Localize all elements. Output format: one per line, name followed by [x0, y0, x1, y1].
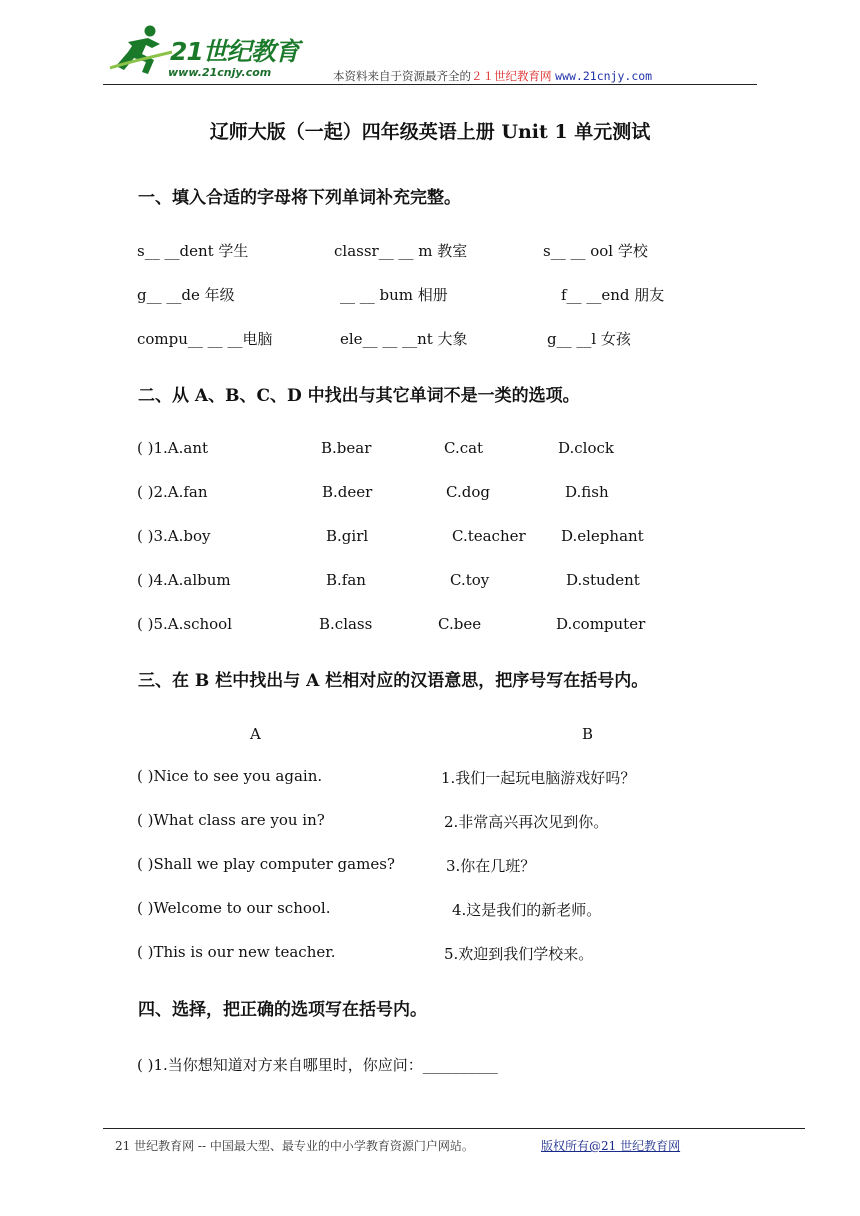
fill-word: g__ __l 女孩: [547, 330, 631, 348]
match-chinese: 2.非常高兴再次见到你。: [444, 813, 609, 831]
section4-heading: 四、选择，把正确的选项写在括号内。: [138, 1000, 427, 1020]
footer-copyright-link[interactable]: 版权所有@21 世纪教育网: [541, 1139, 681, 1153]
logo-text: 21世纪教育: [170, 37, 299, 66]
fill-word: ele__ __ __nt 大象: [340, 330, 468, 348]
footer-text: 21 世纪教育网 -- 中国最大型、最专业的中小学教育资源门户网站。: [115, 1139, 474, 1153]
choice-option: B.deer: [322, 483, 373, 501]
footer-divider: [103, 1128, 805, 1129]
match-english: ( )Nice to see you again.: [137, 767, 323, 785]
header-divider: [103, 84, 757, 85]
choice-option: B.fan: [326, 571, 366, 589]
match-chinese: 1.我们一起玩电脑游戏好吗？: [441, 769, 636, 787]
header-note: [333, 68, 652, 84]
choice-option: B.bear: [321, 439, 372, 457]
choice-option: D.student: [566, 571, 640, 589]
section2-heading: 二、从 A、B、C、D 中找出与其它单词不是一类的选项。: [138, 386, 580, 406]
page-title: 辽师大版（一起）四年级英语上册 Unit 1 单元测试: [209, 121, 651, 143]
choice-option: B.class: [319, 615, 373, 633]
fill-word: classr__ __ m 教室: [334, 242, 468, 260]
fill-word: s__ __dent 学生: [137, 242, 249, 260]
match-english: ( )What class are you in?: [137, 811, 325, 829]
choice-option: D.elephant: [561, 527, 644, 545]
match-chinese: 5.欢迎到我们学校来。: [444, 945, 594, 963]
choice-option: C.teacher: [452, 527, 526, 545]
header-url-link[interactable]: www.21cnjy.com: [555, 69, 653, 83]
choice-option: D.clock: [558, 439, 614, 457]
logo-url: www.21cnjy.com: [168, 66, 272, 79]
choice-question: ( )3.A.boy: [137, 527, 211, 545]
choice-question: ( )2.A.fan: [137, 483, 208, 501]
site-logo[interactable]: [108, 22, 308, 82]
fill-word: s__ __ ool 学校: [543, 242, 648, 260]
column-a-header: A: [250, 725, 261, 743]
section3-heading: 三、在 B 栏中找出与 A 栏相对应的汉语意思，把序号写在括号内。: [138, 671, 649, 691]
choice-question: ( )5.A.school: [137, 615, 233, 633]
choice-question: ( )1.A.ant: [137, 439, 209, 457]
choice-option: B.girl: [326, 527, 369, 545]
fill-word: f__ __end 朋友: [561, 286, 665, 304]
match-chinese: 3.你在几班？: [446, 857, 536, 875]
header-note-prefix: 本资料来自于资源最齐全的: [333, 69, 471, 83]
match-english: ( )This is our new teacher.: [137, 943, 336, 961]
choice-option: C.dog: [446, 483, 490, 501]
choice-question: ( )4.A.album: [137, 571, 231, 589]
match-english: ( )Welcome to our school.: [137, 899, 331, 917]
choice-option: C.toy: [450, 571, 490, 589]
choice-option: D.computer: [556, 615, 646, 633]
column-b-header: B: [582, 725, 594, 743]
header-site-link[interactable]: ２１世纪教育网: [471, 69, 552, 83]
choice-option: D.fish: [565, 483, 609, 501]
match-english: ( )Shall we play computer games?: [137, 855, 395, 873]
choice-question: ( )1.当你想知道对方来自哪里时，你应问：__________: [137, 1056, 498, 1074]
match-chinese: 4.这是我们的新老师。: [452, 901, 602, 919]
fill-word: compu__ __ __电脑: [137, 330, 273, 348]
fill-word: __ __ bum 相册: [340, 286, 448, 304]
choice-option: C.cat: [444, 439, 484, 457]
fill-word: g__ __de 年级: [137, 286, 235, 304]
section1-heading: 一、填入合适的字母将下列单词补充完整。: [138, 188, 461, 208]
choice-option: C.bee: [438, 615, 482, 633]
